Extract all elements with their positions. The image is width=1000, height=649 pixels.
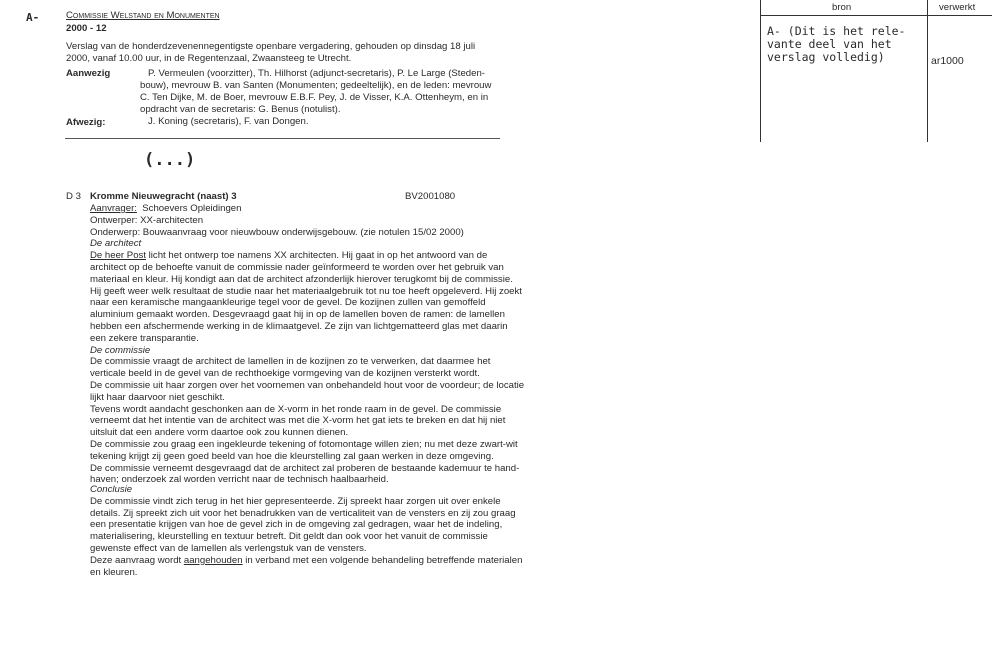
body-line: De commissie zou graag een ingekleurde tekening of fotomontage willen zien; nu met deze zwart-wit	[90, 439, 518, 450]
body-line: details. Zij spreekt zich uit voor het benadrukken van de verticaliteit van de vensters en zij zou graag	[90, 507, 516, 519]
item-code: D 3	[66, 191, 81, 202]
present-line: C. Ten Dijke, M. de Boer, mevrouw E.B.F. Pey, J. de Visser, K.A. Ottenheym, en in	[140, 92, 489, 103]
divider	[65, 138, 500, 139]
line-text: licht het ontwerp toe namens XX architecten. Hij gaat in op het antwoord van de	[146, 250, 488, 262]
source-line: verslag volledig)	[767, 50, 885, 64]
body-line: tekening krijgt zij geen goed beeld van hoe die kleurstelling zal gaan werken in deze omgeving.	[90, 450, 494, 462]
body-line: Hij geeft weer welk resultaat de studie naar het materiaalgebruik tot nu toe heeft opgeleverd. Hij zoekt	[90, 285, 522, 297]
body-line: De commissie uit haar zorgen over het voornemen van onbehandeld hout voor de voordeur; de locatie	[90, 380, 525, 391]
body-line: architect op de behoefte vanuit de commissie nader geïnformeerd te worden over het gebruik van	[90, 262, 504, 273]
body-line: een zekere transparantie.	[90, 332, 199, 344]
body-line: De commissie verneemt desgevraagd dat de architect zal proberen de bestaande kademuur te hand-	[90, 462, 520, 474]
body-line: aluminium gemaakt worden. Desgevraagd gaat hij in op de lamellen boven de ramen: de lamellen	[90, 309, 505, 321]
body-line	[90, 250, 487, 261]
meeting-number: 2000 - 12	[66, 23, 107, 34]
source-line: A- (Dit is het rele-	[767, 24, 906, 38]
margin-mark: A-	[26, 11, 40, 24]
processed-value: ar1000	[931, 55, 964, 67]
committee-name: Commissie Welstand en Monumenten	[66, 10, 220, 21]
column-header-source: bron	[832, 2, 852, 13]
table-header-rule	[760, 15, 992, 16]
body-line: Conclusie	[90, 484, 133, 495]
body-line	[90, 203, 241, 214]
underlined-text: Aanvrager:	[90, 203, 137, 214]
intro-line: 2000, vanaf 10.00 uur, in de Regentenzaal, Zwaansteeg te Utrecht.	[66, 53, 352, 64]
intro-line: Verslag van de honderdzevenennegentigste openbare vergadering, gehouden op dinsdag 18 juli	[66, 41, 476, 52]
ellipsis-mark: (...)	[144, 150, 196, 170]
present-label: Aanwezig	[66, 68, 111, 79]
present-line: P. Vermeulen (voorzitter), Th. Hilhorst (adjunct-secretaris), P. Le Large (Steden-	[148, 68, 485, 79]
body-line: De commissie vraagt de architect de lamellen in de kozijnen zo te verwerken, dat daarmee het	[90, 356, 491, 368]
line-text: Deze aanvraag wordt	[90, 554, 184, 566]
line-text: Schoevers Opleidingen	[136, 203, 242, 214]
underlined-text: De heer Post	[90, 250, 146, 262]
body-line: Onderwerp: Bouwaanvraag voor nieuwbouw onderwijsgebouw. (zie notulen 15/02 2000)	[90, 226, 464, 238]
column-header-processed: verwerkt	[939, 2, 976, 13]
absent-text: J. Koning (secretaris), F. van Dongen.	[148, 116, 309, 127]
present-line: opdracht van de secretaris: G. Benus (notulist).	[140, 104, 341, 115]
body-line: uitsluit dat een andere vorm daartoe ook zou kunnen dienen.	[90, 427, 349, 439]
body-line: verticale beeld in de gevel van de rechthoekige vormgeving van de kozijnen versterkt wordt.	[90, 368, 480, 380]
table-border	[927, 0, 928, 142]
body-line: Ontwerper: XX-architecten	[90, 214, 204, 226]
body-line: hebben een afschermende werking in de klimaatgevel. Ze zijn van lichtgematteerd glas met daarin	[90, 321, 508, 332]
body-line: lijkt haar daarvoor niet geschikt.	[90, 391, 225, 403]
body-line: haven; onderzoek zal worden verricht naar de technisch haalbaarheid.	[90, 474, 389, 486]
body-line: materialisering, kleurstelling en textuur betreft. Dit geldt dan ook voor het vanuit de commissie	[90, 531, 488, 543]
present-line: bouw), mevrouw B. van Santen (Monumenten; gedeeltelijk), en de leden: mevrouw	[140, 80, 492, 91]
table-border	[760, 0, 761, 142]
body-line: De commissie	[90, 344, 151, 356]
item-title: Kromme Nieuwegracht (naast) 3	[90, 191, 237, 202]
underlined-text: aangehouden	[183, 554, 243, 566]
body-line: De architect	[90, 238, 142, 250]
body-line: Tevens wordt aandacht geschonken aan de X-vorm in het ronde raam in de gevel. De commissie	[90, 403, 502, 415]
body-line: naar een keramische mangaankleurige tegel voor de gevel. De kozijnen zullen van gemoffeld	[90, 297, 486, 309]
line-text: in verband met een volgende behandeling betreffende materialen	[242, 554, 523, 566]
body-line: verneemt dat het intentie van de architect was met die X-vorm het gat iets te breken en dat hij niet	[90, 415, 506, 427]
body-line: gewenste effect van de lamellen als verlengstuk van de vensters.	[90, 543, 367, 554]
body-line: en kleuren.	[90, 566, 138, 578]
body-line: een presentatie krijgen van hoe de gevel zich in de omgeving zal gedragen, waar het de indeling,	[90, 519, 503, 531]
body-line: De commissie vindt zich terug in het hier gepresenteerde. Zij spreekt haar zorgen uit over enkele	[90, 495, 501, 507]
absent-label: Afwezig:	[66, 117, 106, 128]
body-line	[90, 555, 522, 566]
body-line: materiaal en kleur. Hij kondigt aan dat de architect afzonderlijk hierover terugkomt bij de commissie.	[90, 273, 513, 285]
item-reference: BV2001080	[405, 191, 456, 202]
source-line: vante deel van het	[767, 37, 892, 51]
